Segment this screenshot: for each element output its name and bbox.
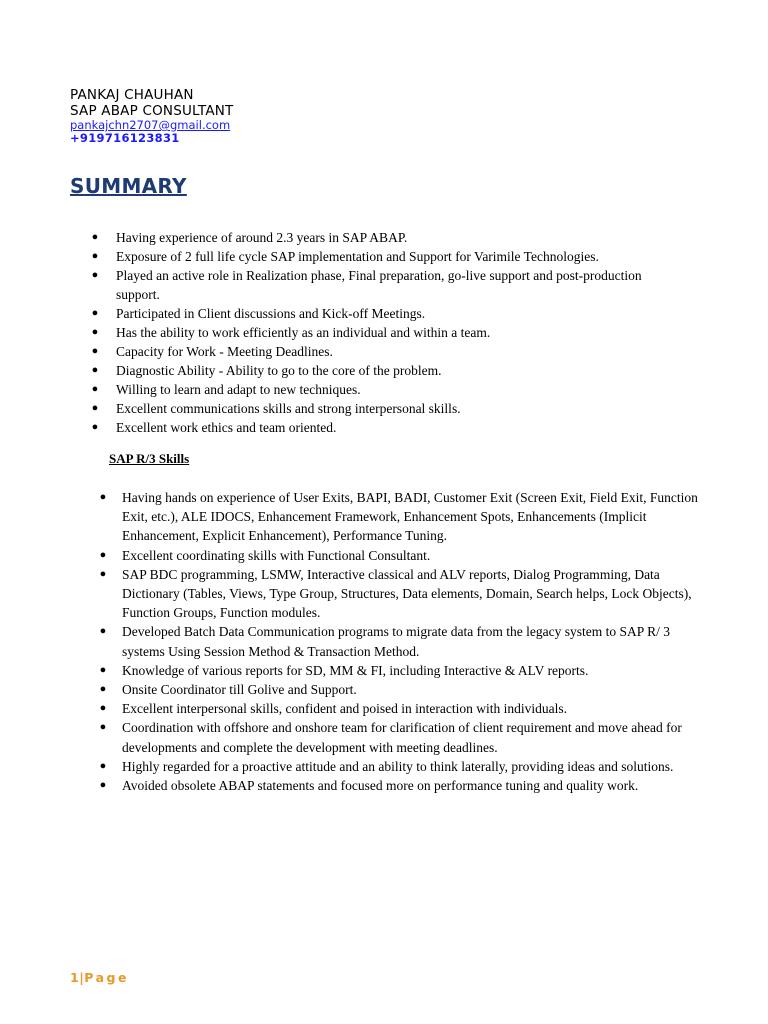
bullet-icon: ●: [91, 231, 99, 243]
list-item-text: Developed Batch Data Communication programs to migrate data from the legacy system to SAP R/ 3 systems Using Session Method & Transaction Method.: [122, 624, 671, 659]
candidate-name: PANKAJ CHAUHAN: [70, 87, 194, 103]
list-item: [90, 247, 680, 266]
candidate-title: SAP ABAP CONSULTANT: [70, 103, 234, 119]
list-item: [98, 565, 698, 623]
list-item-text: Exposure of 2 full life cycle SAP implementation and Support for Varimile Technologies.: [116, 249, 599, 264]
list-item: [90, 323, 680, 342]
page-separator: |: [79, 970, 85, 985]
list-item: [98, 776, 698, 795]
bullet-icon: ●: [99, 702, 107, 715]
bullet-icon: ●: [91, 421, 99, 433]
bullet-icon: ●: [99, 625, 107, 638]
list-item-text: Capacity for Work - Meeting Deadlines.: [116, 344, 333, 359]
bullet-icon: ●: [91, 326, 99, 338]
list-item-text: SAP BDC programming, LSMW, Interactive classical and ALV reports, Dialog Programming, Data Dictionary (Tables, Views, Type Group, Structures, Data elements, Domain, Search helps, Lock Objects), Function Groups, Function modules.: [122, 566, 692, 621]
bullet-icon: ●: [99, 548, 107, 561]
bullet-icon: ●: [99, 721, 107, 734]
summary-heading: SUMMARY: [70, 174, 187, 198]
list-item-text: Excellent coordinating skills with Functional Consultant.: [122, 547, 431, 563]
list-item-text: Participated in Client discussions and Kick-off Meetings.: [116, 306, 426, 321]
bullet-icon: ●: [99, 567, 107, 580]
bullet-icon: ●: [91, 402, 99, 414]
list-item-text: Excellent work ethics and team oriented.: [116, 420, 337, 435]
list-item: [90, 342, 680, 361]
list-item-text: Excellent communications skills and strong interpersonal skills.: [116, 401, 461, 416]
bullet-icon: ●: [91, 345, 99, 357]
bullet-icon: ●: [99, 779, 107, 792]
list-item-text: Having experience of around 2.3 years in SAP ABAP.: [116, 230, 408, 245]
page-label: Page: [84, 970, 129, 985]
list-item: [98, 488, 698, 546]
phone-number: +919716123831: [70, 131, 180, 145]
list-item: [90, 380, 680, 399]
bullet-icon: ●: [91, 250, 99, 262]
page-number: 1: [70, 970, 80, 985]
bullet-icon: ●: [91, 307, 99, 319]
list-item: [90, 361, 680, 380]
list-item-text: Diagnostic Ability - Ability to go to the core of the problem.: [116, 363, 442, 378]
email-link[interactable]: pankajchn2707@gmail.com: [70, 118, 231, 132]
list-item-text: Played an active role in Realization phase, Final preparation, go-live support and post-production support.: [116, 268, 642, 302]
bullet-icon: ●: [91, 364, 99, 376]
list-item-text: Coordination with offshore and onshore team for clarification of client requirement and move ahead for developments and complete the development with meeting deadlines.: [122, 720, 682, 755]
list-item: [90, 399, 680, 418]
list-item: [90, 228, 680, 247]
bullet-icon: ●: [91, 269, 99, 281]
list-item: [90, 304, 680, 323]
list-item: [98, 757, 698, 776]
list-item: [90, 266, 680, 304]
bullet-icon: ●: [99, 491, 107, 503]
list-item-text: Willing to learn and adapt to new techniques.: [116, 382, 361, 397]
list-item: [98, 680, 698, 699]
list-item-text: Having hands on experience of User Exits, BAPI, BADI, Customer Exit (Screen Exit, Field Exit, Function Exit, etc.), ALE IDOCS, Enhancement Framework, Enhancement Spots, Enhancements (Implicit Enhancement, Explicit Enhancement), Performance Tuning.: [122, 490, 698, 544]
bullet-icon: ●: [91, 383, 99, 395]
list-item: [98, 718, 698, 756]
bullet-icon: ●: [99, 683, 107, 696]
bullet-icon: ●: [99, 759, 107, 772]
list-item: [98, 661, 698, 680]
skills-heading: SAP R/3 Skills: [109, 451, 190, 466]
page-footer: [70, 970, 129, 985]
list-item: [98, 546, 698, 565]
list-item: [98, 699, 698, 718]
list-item: [98, 622, 698, 660]
list-item-text: Avoided obsolete ABAP statements and focused more on performance tuning and quality work.: [122, 778, 639, 794]
list-item: [90, 418, 680, 437]
list-item-text: Excellent interpersonal skills, confident and poised in interaction with individuals.: [122, 701, 568, 717]
list-item-text: Onsite Coordinator till Golive and Support.: [122, 682, 357, 698]
bullet-icon: ●: [99, 663, 107, 676]
list-item-text: Highly regarded for a proactive attitude and an ability to think laterally, providing ideas and solutions.: [122, 758, 674, 774]
skills-list: [98, 488, 698, 795]
summary-list: [90, 228, 680, 437]
list-item-text: Knowledge of various reports for SD, MM & FI, including Interactive & ALV reports.: [122, 662, 589, 678]
resume-header: [70, 87, 234, 145]
list-item-text: Has the ability to work efficiently as an individual and within a team.: [116, 325, 491, 340]
